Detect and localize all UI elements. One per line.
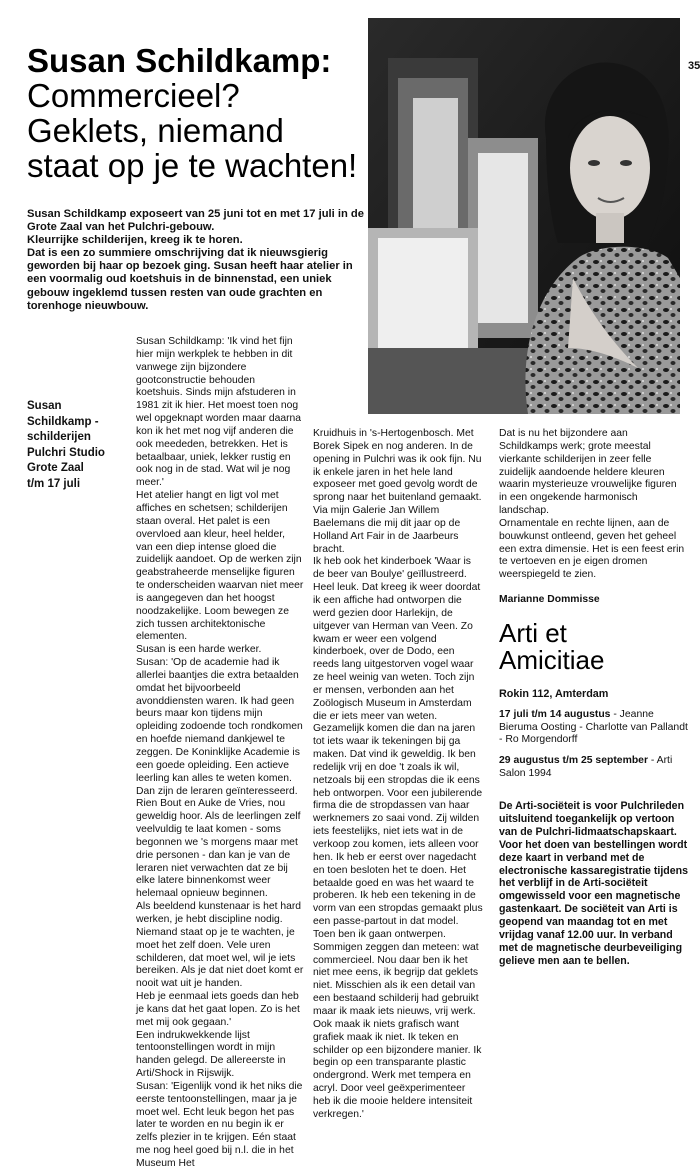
exhibition-note-line: Schildkamp - [27,415,99,428]
arti-heading-line-2: Amicitiae [499,645,605,675]
body-paragraph: Ik heb ook het kinderboek 'Waar is de beer van Boulye' geïllustreerd. Heel leuk. Dat kreeg ik weer doordat ik een affiche had ontworpen die werd gezien door Harlekijn, de uitgever van Herman van Veen. Zo kwam er weer een volgend kinderboek, over de Dodo, een reeds lang uitgestorven vogel waar ze heel weinig van weten. Toch zijn er mensen, verbonden aan het Zoölogisch Museum in Amsterdam die er iets meer van weten. Gezamelijk komen die dan na jaren tot iets waar ik tekeningen bij ga maken. Dat vind ik geweldig. Ik ben redelijk vrij en doe 't zoals ik wil, netzoals bij een stropdas die ik eens heb ontworpen. Voor een jubilerende firma die de stropdassen van haar werknemers zo saai vond. Zij wilden iets feestelijks, niet iets wat in de verkoop zou komen, iets alleen voor hen. Ik heb er eerst over nagedacht en toen besloten het te doen. Het betaalde goed en was het waard te proberen. Ik heb een tekening in de vorm van een stropdas gemaakt plus een passe-partout in dat model. Toen ben ik gaan ontwerpen. Sommigen zeggen dan meteen: wat commercieel. Nou daar ben ik het niet mee eens, ik begrijp dat geklets niet. Misschien als ik een detail van een bestaand schilderij had gebruikt maar ik maak iets nieuws, vrij werk. Ook maak ik niets grafisch want grafiek maak ik niet. Ik teken en schilder op een bijzondere manier. Ik begin op een transparante plastic ondergrond. Werk met tempera en acryl. Door veel geëxperimenteer heb ik die mooie heldere intensiteit verkregen.' [313,556,483,1120]
arti-info [499,688,689,789]
body-paragraph: Dat is nu het bijzondere aan Schildkamps werk; grote meestal vierkante schilderijen in zeer felle zuidelijk aandoende heldere kleuren waarin mysterieuze vrouwelijke figuren in een ongekende harmonisch landschap. [499,428,677,517]
exhibition-note-line: t/m 17 juli [27,477,81,490]
arti-event [499,755,689,781]
title-line-1: Susan Schildkamp: [27,42,332,79]
body-paragraph: Susan: 'Op de academie had ik allerlei baantjes die extra betaalden omdat het bijvoorbeeld avonddiensten waren. Ik had geen beurs maar kon tijdens mijn opleiding zodoende toch rondkomen en hoefde niemand dankjewel te zeggen. De Koninklijke Academie is een goede opleiding. Een actieve leerling kan alles te weten komen. Dan zijn de leraren geïnteresseerd. [136,657,303,797]
arti-event-dates: 17 juli t/m 14 augustus [499,708,611,720]
body-paragraph: Als beeldend kunstenaar is het hard werken, je hebt discipline nodig. Niemand staat op je te wachten, je moet het zelf doen. Vele uren schilderen, dat moet wel, wil je iets bereiken. Als je dat niet doet komt er nooit wat uit je handen. [136,901,304,990]
body-paragraph: Susan is een harde werker. [136,644,262,656]
article-title [27,43,362,183]
arti-event [499,709,689,747]
exhibition-note-line: schilderijen [27,431,91,443]
title-line-2: Commercieel? Geklets, niemand staat op je te wachten! [27,77,358,184]
intro-paragraph: Susan Schildkamp exposeert van 25 juni tot en met 17 juli in de Grote Zaal van het Pulchri-gebouw. [27,208,364,234]
body-paragraph: Susan Schildkamp: 'Ik vind het fijn hier mijn werkplek te hebben in dit vanwege zijn bijzondere gootconstructie behouden koetshuis. Sinds mijn afstuderen in 1981 zit ik hier. Het moest toen nog wel opgeknapt worden maar daarna kon ik het met nog vijf anderen die ook meededen, betrekken. Het is betaalbaar, uniek, lekker rustig en ook nog in de stad. Wat wil je nog meer.' [136,336,302,489]
arti-notice: De Arti-sociëteit is voor Pulchrileden uitsluitend toegankelijk op vertoon van de Pulchri-lidmaatschapskaart. Voor het doen van bestellingen wordt deze kaart in verband met de electronische kassaregistratie tijdens het verblijf in de Arti-sociëteit omgewisseld voor een magnetische gastenkaart. De sociëteit van Arti is geopend van maandag tot en met vrijdag vanaf 12.00 uur. In verband met de magnetische deurbeveiliging gelieve men aan te bellen. [499,800,689,967]
exhibition-note [27,399,122,492]
intro-paragraph: Dat is een zo summiere omschrijving dat ik nieuwsgierig geworden bij haar op bezoek ging. Susan heeft haar atelier in een voormalig oud koetshuis in de binnenstad, een uniek gebouw ingeklemd tussen resten van oude grachten en torenhoge nieuwbouw. [27,247,353,312]
page-number: 35 [688,60,700,72]
article-column-1 [136,336,304,1171]
intro-paragraph: Kleurrijke schilderijen, kreeg ik te horen. [27,234,243,247]
arti-event-desc: - Jeanne Bieruma Oosting - Charlotte van Pallandt - Ro Morgendorff [499,708,688,746]
body-paragraph: Een indrukwekkende lijst tentoonstellingen wordt in mijn handen gelegd. De allereerste in Arti/Shock in Rijswijk. [136,1029,286,1080]
article-column-2 [313,428,483,1122]
body-paragraph: Heb je eenmaal iets goeds dan heb je kans dat het gaat lopen. Zo is het met mij ook gegaan.' [136,991,300,1028]
body-paragraph: Ornamentale en rechte lijnen, aan de bouwkunst ontleend, geven het geheel een extra dimensie. Het is een feest erin te vertoeven en je eigen dromen weerspiegeld te zien. [499,517,685,581]
article-column-3 [499,428,687,607]
exhibition-note-line: Susan [27,400,62,412]
intro-lead [27,208,365,313]
exhibition-note-line: Pulchri Studio [27,446,105,459]
arti-heading [499,620,689,674]
body-paragraph: Rien Bout en Auke de Vries, nou geweldig hoor. Als de leerlingen zelf veelvuldig te laat komen - soms begonnen we 's morgens maar met drie personen - dan kan je van de leraren niet verwachten dat ze bij elke latere binnenkomst weer helemaal opnieuw beginnen. [136,798,301,900]
body-paragraph: Kruidhuis in 's-Hertogenbosch. Met Borek Sipek en nog anderen. In de opening in Pulchri was ik ook fijn. Nu ik enkele jaren in het hele land exposeer met goed gevolg wordt de sprong naar het buitenland gemaakt. Via mijn Galerie Jan Willem Baelemans die mij dit jaar op de Holland Art Fair in de Jaarbeurs bracht. [313,428,482,555]
arti-address: Rokin 112, Amterdam [499,688,609,700]
author-name: Marianne Dommisse [499,594,600,606]
exhibition-note-line: Grote Zaal [27,462,84,474]
arti-event-desc: - Arti Salon 1994 [499,755,673,779]
body-paragraph: Het atelier hangt en ligt vol met affiches en schetsen; schilderijen staan overal. Het palet is een overvloed aan kleur, heel helder, van een diep intense gloed die zuidelijk aandoet. Op de werken zijn geabstraheerde menselijke figuren te onderscheiden waarvan niet meer is aangegeven dan het hoogst noodzakelijke. Loom bewegen ze zich tussen architektonische elementen. [136,490,304,643]
arti-event-dates: 29 augustus t/m 25 september [499,755,648,767]
body-paragraph: Susan: 'Eigenlijk vond ik het niks die eerste tentoonstellingen, maar ja je moet wel. Echt leuk begon het pas later te worden en nu begin ik er zelfs plezier in te krijgen. Eén staat me nog heel goed bij n.l. die in het Museum Het [136,1080,303,1169]
arti-heading-line-1: Arti et [499,618,567,648]
portrait-photo [368,18,680,414]
